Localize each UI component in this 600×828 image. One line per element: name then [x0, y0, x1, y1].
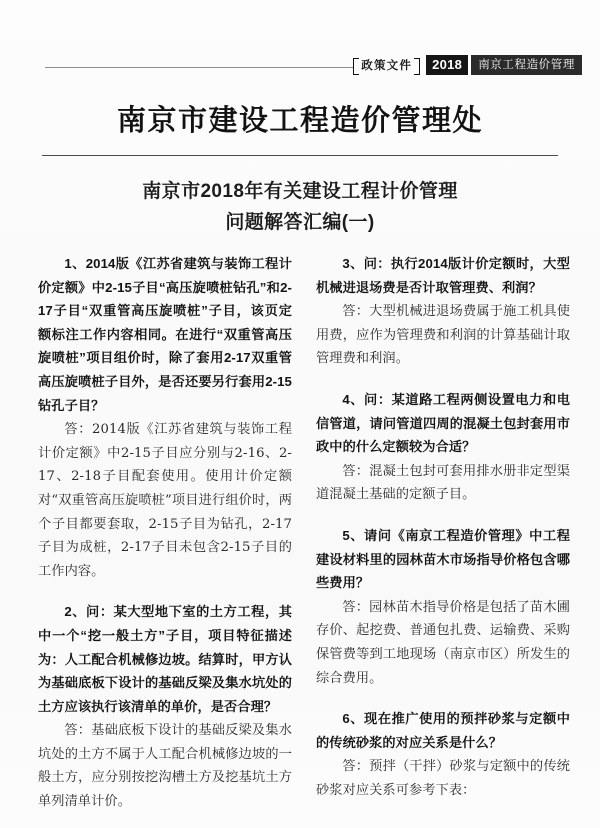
- qa-block: [316, 388, 570, 507]
- header-publication-badge: 南京工程造价管理: [471, 55, 582, 75]
- column-left: [38, 252, 292, 810]
- header-rule: [45, 67, 354, 68]
- question-text: 3、问：执行2014版计价定额时，大型机械进退场费是否计取管理费、利润？: [316, 256, 570, 295]
- document-subtitle: [0, 176, 600, 238]
- document-title: 南京市建设工程造价管理处: [116, 103, 483, 137]
- column-right: [316, 252, 570, 798]
- answer-text: 答：园林苗木指导价格是包括了苗木圃存价、起挖费、普通包扎费、运输费、采购保管费等到工地现场（南京市区）所发生的综合费用。: [316, 599, 570, 686]
- header-policy-label: 政策文件: [358, 57, 415, 74]
- answer-text: 答：2014版《江苏省建筑与装饰工程计价定额》中2-15子目应分别与2-16、2-17、2-18子目配套使用。使用计价定额对“双重管高压旋喷桩”项目进行组价时，两个子目都要套取，2-15子目为钻孔，2-17子目为成桩，2-17子目未包含2-15子目的工作内容。: [38, 422, 292, 579]
- qa-block: [316, 524, 570, 690]
- answer-text: 答：大型机械进退场费属于施工机具使用费，应作为管理费和利润的计算基础计取管理费和利润。: [316, 304, 570, 367]
- title-divider: [42, 155, 558, 156]
- qa-block: [38, 252, 292, 583]
- page-header: [0, 52, 600, 78]
- header-year-badge: 2018: [426, 55, 468, 75]
- question-text: 2、问：某大型地下室的土方工程，其中一个“挖一般土方”子目，项目特征描述为：人工配合机械修边坡。结算时，甲方认为基础底板下设计的基础反梁及集水坑处的土方应该执行该清单的单价，是否合理？: [38, 604, 292, 714]
- subtitle-line-2: 问题解答汇编(一): [225, 212, 375, 233]
- article-body: [38, 252, 570, 810]
- subtitle-line-1: 南京市2018年有关建设工程计价管理: [142, 181, 458, 202]
- qa-block: [316, 252, 570, 371]
- answer-text: 答：混凝土包封可套用排水册非定型渠道混凝土基础的定额子目。: [316, 463, 570, 503]
- question-text: 6、现在推广使用的预拌砂浆与定额中的传统砂浆的对应关系是什么？: [316, 711, 570, 750]
- question-text: 1、2014版《江苏省建筑与装饰工程计价定额》中2-15子目“高压旋喷桩钻孔”和2-17子目“双重管高压旋喷桩”子目，该页定额标注工作内容相同。在进行“双重管高压旋喷桩”项目组价时，除了套用2-17双重管高压旋喷桩子目外，是否还要另行套用2-15钻孔子目？: [38, 256, 292, 413]
- question-text: 4、问：某道路工程两侧设置电力和电信管道，请问管道四周的混凝土包封套用市政中的什么定额较为合适？: [316, 391, 570, 455]
- qa-block: [38, 600, 292, 813]
- answer-text: 答：基础底板下设计的基础反梁及集水坑处的土方不属于人工配合机械修边坡的一般土方，应分别按挖沟槽土方及挖基坑土方单列清单计价。: [38, 723, 292, 810]
- answer-text: 答：预拌（干拌）砂浆与定额中的传统砂浆对应关系可参考下表：: [316, 759, 570, 798]
- qa-block: [316, 707, 570, 802]
- question-text: 5、请问《南京工程造价管理》中工程建设材料里的园林苗木市场指导价格包含哪些费用？: [316, 527, 570, 591]
